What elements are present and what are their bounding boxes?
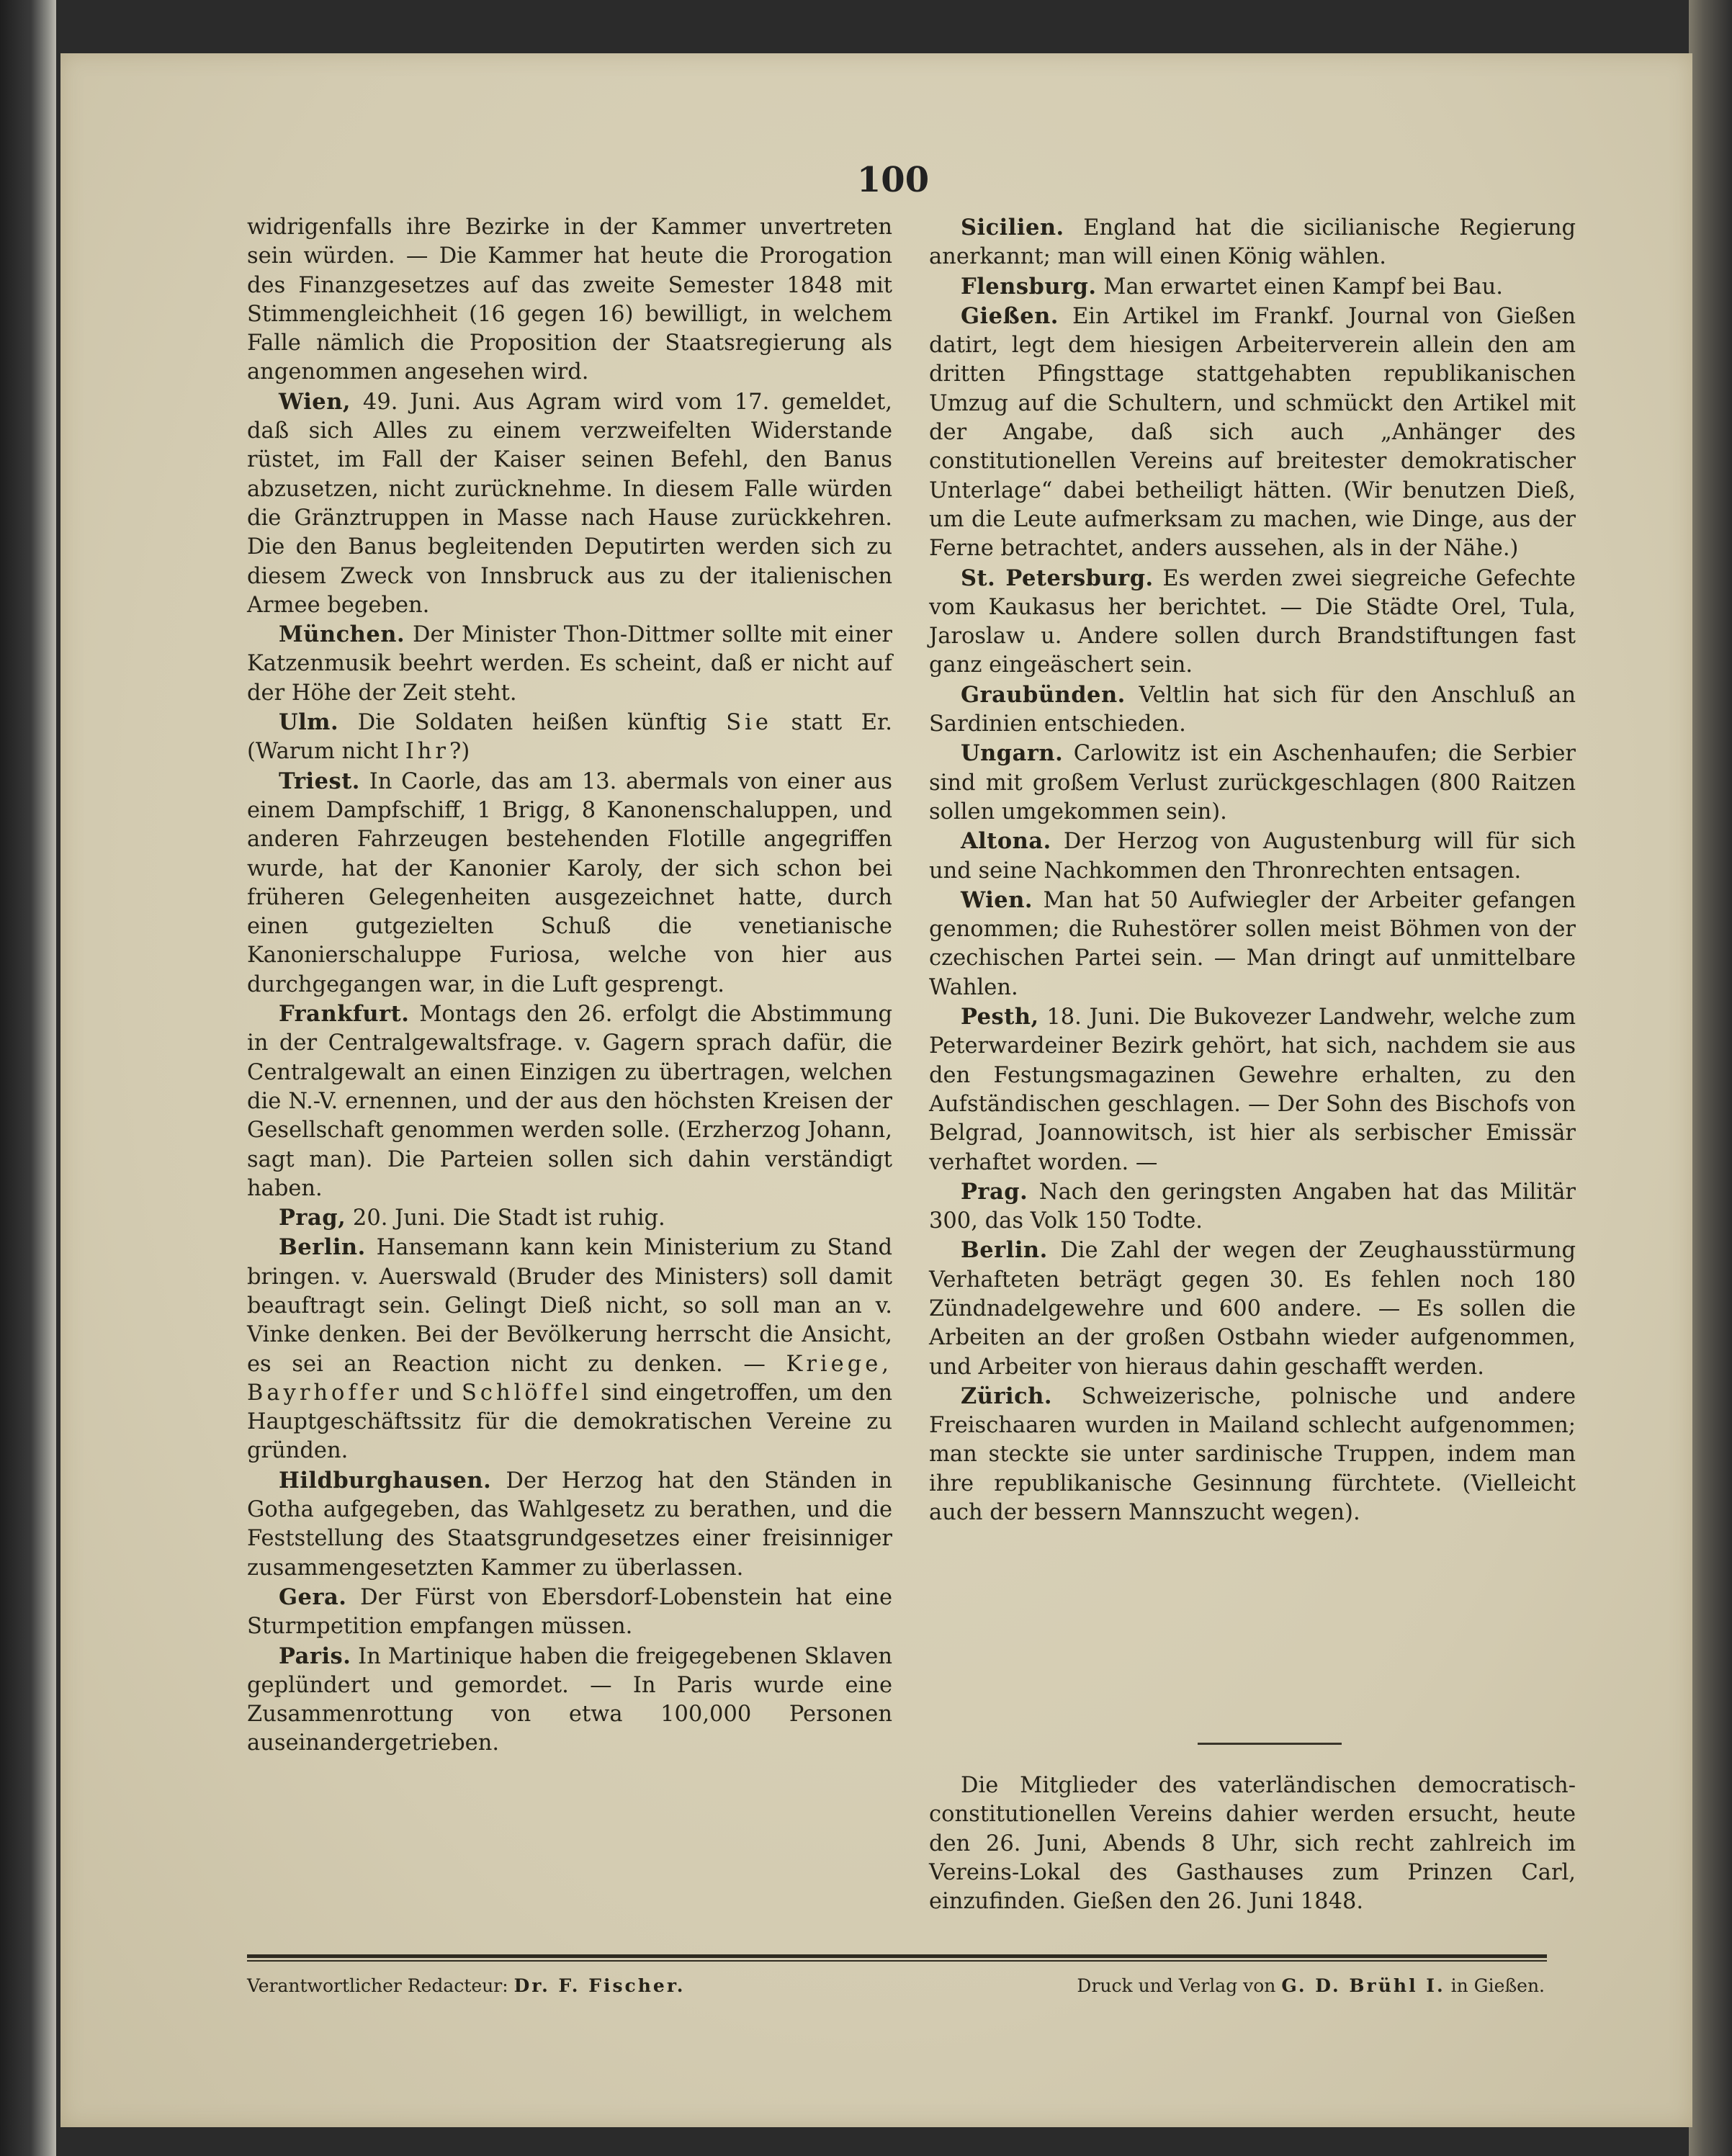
news-text: statt Er. (Warum nicht bbox=[247, 710, 892, 765]
notice-text: Die Mitglieder des vaterländischen democratisch-constitutionellen Vereins dahier werden ersucht, heute den 26. Juni, Abends 8 Uhr, sich recht zahlreich im Vereins-Lokal des Gasthauses zum Prinzen Carl, einzufinden. Gießen den 26. Juni 1848. bbox=[929, 1773, 1576, 1915]
place-heading: Berlin. bbox=[279, 1234, 366, 1261]
news-text: Schweizerische, polnische und andere Freischaaren wurden in Mailand schlecht aufgenommen; man steckte sie unter sardinische Truppen, indem man ihre republikanische Gesinnung fürchtete. (Vielleicht auch der bessern Mannszucht wegen). bbox=[929, 1383, 1576, 1526]
editor-name: Dr. F. Fischer. bbox=[513, 1975, 686, 1996]
page-number: 100 bbox=[856, 160, 930, 200]
news-item bbox=[929, 1177, 1576, 1236]
news-item bbox=[247, 1642, 892, 1759]
news-text: Veltlin hat sich für den Anschluß an Sardinien entschieden. bbox=[929, 682, 1576, 737]
news-text: Nach den geringsten Angaben hat das Militär 300, das Volk 150 Todte. bbox=[929, 1179, 1576, 1234]
news-item bbox=[247, 767, 892, 1000]
news-text: Man erwartet einen Kampf bei Bau. bbox=[1103, 274, 1503, 300]
place-heading: Gießen. bbox=[961, 302, 1059, 329]
news-text: und bbox=[410, 1380, 454, 1406]
news-text: sind eingetroffen, um den Hauptgeschäftssitz für die demokratischen Vereine zu gründen. bbox=[247, 1380, 892, 1464]
news-item bbox=[929, 1236, 1576, 1381]
place-heading: Sicilien. bbox=[961, 215, 1064, 241]
place-heading: München. bbox=[279, 621, 405, 648]
news-text: ?) bbox=[449, 739, 470, 765]
news-text: 49. Juni. Aus Agram wird vom 17. gemeldet, daß sich Alles zu einem verzweifelten Widerstande rüstet, im Fall der Kaiser seinen Befehl, den Banus abzusetzen, nicht zurücknehme. In diesem Falle würden die Gränztruppen in Masse nach Hause zurückkehren. Die den Banus begleitenden Deputirten werden sich zu diesem Zweck von Innsbruck aus zu der italienischen Armee begeben. bbox=[247, 389, 893, 618]
news-text: Der Fürst von Ebersdorf-Lobenstein hat eine Sturmpetition empfangen müssen. bbox=[247, 1584, 893, 1640]
news-item bbox=[929, 1002, 1576, 1177]
continued-paragraph: widrigenfalls ihre Bezirke in der Kammer unvertreten sein würden. — Die Kammer hat heute die Prorogation des Finanzgesetzes auf das zweite Semester 1848 mit Stimmengleichheit (16 gegen 16) bewilligt, in welchem Falle nämlich die Proposition der Staatsregierung als angenommen angesehen wird. bbox=[247, 215, 892, 385]
news-item bbox=[247, 1000, 892, 1203]
spaced-names: Kriege, Bayrhoffer bbox=[247, 1351, 892, 1406]
news-text: England hat die sicilianische Regierung anerkannt; man will einen König wählen. bbox=[929, 215, 1576, 270]
section-divider bbox=[1198, 1743, 1342, 1745]
news-item bbox=[929, 739, 1576, 827]
news-item bbox=[247, 708, 892, 767]
news-text: Ein Artikel im Frankf. Journal von Gießen datirt, legt dem hiesigen Arbeiterverein allein den am dritten Pfingsttage stattgehabten republikanischen Umzug auf die Schultern, und schmückt den Artikel mit der Angabe, daß sich auch „Anhänger des constitutionellen Vereins auf breitester demokratischer Unterlage“ dabei betheiligt hätten. (Wir benutzen Dieß, um die Leute aufmerksam zu machen, wie Dinge, aus der Ferne betrachtet, anders aussehen, als in der Nähe.) bbox=[929, 303, 1576, 562]
place-heading: St. Petersburg. bbox=[961, 565, 1154, 591]
news-item bbox=[247, 620, 892, 708]
news-item bbox=[929, 272, 1576, 302]
footer-rule-thin bbox=[247, 1960, 1547, 1962]
news-item bbox=[929, 213, 1576, 272]
news-text: Der Herzog von Augustenburg will für sich und seine Nachkommen den Thronrechten entsagen. bbox=[929, 829, 1576, 884]
editor-label: Verantwortlicher Redacteur: bbox=[247, 1975, 508, 1996]
place-heading: Ulm. bbox=[279, 709, 339, 736]
news-item bbox=[247, 1583, 892, 1642]
printer-credit bbox=[1077, 1975, 1545, 1996]
news-text: Der Minister Thon-Dittmer sollte mit einer Katzenmusik beehrt werden. Es scheint, daß er nicht auf der Höhe der Zeit steht. bbox=[247, 622, 892, 706]
right-page-edge bbox=[1689, 0, 1732, 2156]
news-item bbox=[929, 827, 1576, 886]
place-heading: Altona. bbox=[961, 828, 1051, 855]
spaced-names: Schlöffel bbox=[462, 1380, 593, 1406]
news-text: 20. Juni. Die Stadt ist ruhig. bbox=[352, 1205, 665, 1231]
printer-place: in Gießen. bbox=[1450, 1975, 1545, 1996]
place-heading: Hildburghausen. bbox=[279, 1467, 492, 1494]
left-page-edge bbox=[0, 0, 56, 2156]
printer-name: G. D. Brühl I. bbox=[1281, 1975, 1445, 1996]
place-heading: Graubünden. bbox=[961, 681, 1126, 708]
place-heading: Pesth, bbox=[961, 1004, 1039, 1030]
printer-label: Druck und Verlag von bbox=[1077, 1975, 1276, 1996]
right-column bbox=[929, 213, 1576, 1527]
place-heading: Triest. bbox=[279, 768, 360, 794]
place-heading: Wien, bbox=[279, 388, 351, 415]
news-text: Carlowitz ist ein Aschenhaufen; die Serbier sind mit großem Verlust zurückgeschlagen (800 Raitzen sollen umgekommen sein). bbox=[929, 741, 1576, 825]
editor-credit bbox=[247, 1975, 685, 1996]
place-heading: Berlin. bbox=[961, 1237, 1048, 1264]
news-text: Hansemann kann kein Ministerium zu Stand bringen. v. Auerswald (Bruder des Ministers) soll damit beauftragt sein. Gelingt Dieß nicht, so soll man an v. Vinke denken. Bei der Bevölkerung herrscht die Ansicht, es sei an Reaction nicht zu denken. — bbox=[247, 1235, 892, 1377]
place-heading: Flensburg. bbox=[961, 273, 1097, 300]
place-heading: Prag, bbox=[279, 1205, 346, 1231]
place-heading: Paris. bbox=[279, 1643, 351, 1669]
news-item bbox=[929, 886, 1576, 1002]
news-text: Montags den 26. erfolgt die Abstimmung in der Centralgewaltsfrage. v. Gagern sprach dafür, die Centralgewalt an einen Einzigen zu übertragen, welchen die N.-V. ernennen, und der aus den höchsten Kreisen der Gesellschaft genommen werden solle. (Erzherzog Johann, sagt man). Die Parteien sollen sich dahin verständigt haben. bbox=[247, 1002, 893, 1201]
news-text: Die Soldaten heißen künftig bbox=[357, 710, 707, 736]
news-item bbox=[247, 1233, 892, 1465]
place-heading: Ungarn. bbox=[961, 740, 1064, 767]
news-item bbox=[247, 1466, 892, 1583]
news-text: Die Zahl der wegen der Zeughausstürmung Verhafteten beträgt gegen 30. Es fehlen noch 180 Zündnadelgewehre und 600 andere. — Es sollen die Arbeiten an der großen Ostbahn wieder aufgenommen, und Arbeiter von hieraus dahin geschafft werden. bbox=[929, 1238, 1576, 1380]
club-notice bbox=[929, 1771, 1576, 1916]
news-item bbox=[247, 1203, 892, 1233]
news-item bbox=[929, 681, 1576, 740]
spaced-word: Sie bbox=[726, 710, 772, 736]
news-text: Man hat 50 Aufwiegler der Arbeiter gefangen genommen; die Ruhestörer sollen meist Böhmen von der czechischen Partei sein. — Man dringt auf unmittelbare Wahlen. bbox=[929, 887, 1576, 1000]
footer-rule bbox=[247, 1954, 1547, 1958]
place-heading: Prag. bbox=[961, 1178, 1028, 1205]
news-text: Der Herzog hat den Ständen in Gotha aufgegeben, das Wahlgesetz zu berathen, und die Feststellung des Staatsgrundgesetzes einer freisinniger zusammengesetzten Kammer zu überlassen. bbox=[247, 1468, 892, 1581]
place-heading: Frankfurt. bbox=[279, 1001, 410, 1028]
place-heading: Gera. bbox=[279, 1584, 347, 1610]
news-item bbox=[929, 1382, 1576, 1527]
news-text: 18. Juni. Die Bukovezer Landwehr, welche zum Peterwardeiner Bezirk gehört, hat sich, nachdem sie aus den Festungsmagazinen Gewehre erhalten, zu den Aufständischen geschlagen. — Der Sohn des Bischofs von Belgrad, Joannowitsch, ist hier als serbischer Emissär verhaftet worden. — bbox=[929, 1005, 1576, 1175]
place-heading: Wien. bbox=[961, 886, 1033, 913]
news-text: In Caorle, das am 13. abermals von einer aus einem Dampfschiff, 1 Brigg, 8 Kanonenschaluppen, und anderen Fahrzeugen bestehenden Flotille angegriffen wurde, hat der Kanonier Karoly, der sich schon bei früheren Gelegenheiten ausgezeichnet hatte, durch einen gutgezielten Schuß die venetianische Kanonierschaluppe Furiosa, welche von hier aus durchgegangen war, in die Luft gesprengt. bbox=[247, 768, 893, 997]
news-text: In Martinique haben die freigegebenen Sklaven geplündert und gemordet. — In Paris wurde eine Zusammenrottung von etwa 100,000 Personen auseinandergetrieben. bbox=[247, 1643, 892, 1756]
place-heading: Zürich. bbox=[961, 1383, 1052, 1409]
spaced-word: Ihr bbox=[405, 739, 449, 765]
news-item bbox=[929, 564, 1576, 681]
news-text: Es werden zwei siegreiche Gefechte vom Kaukasus her berichtet. — Die Städte Orel, Tula, Jaroslaw u. Andere sollen durch Brandstiftungen fast ganz eingeäschert sein. bbox=[929, 565, 1576, 678]
news-item bbox=[929, 302, 1576, 564]
left-column bbox=[247, 213, 892, 1759]
news-item bbox=[247, 387, 892, 620]
